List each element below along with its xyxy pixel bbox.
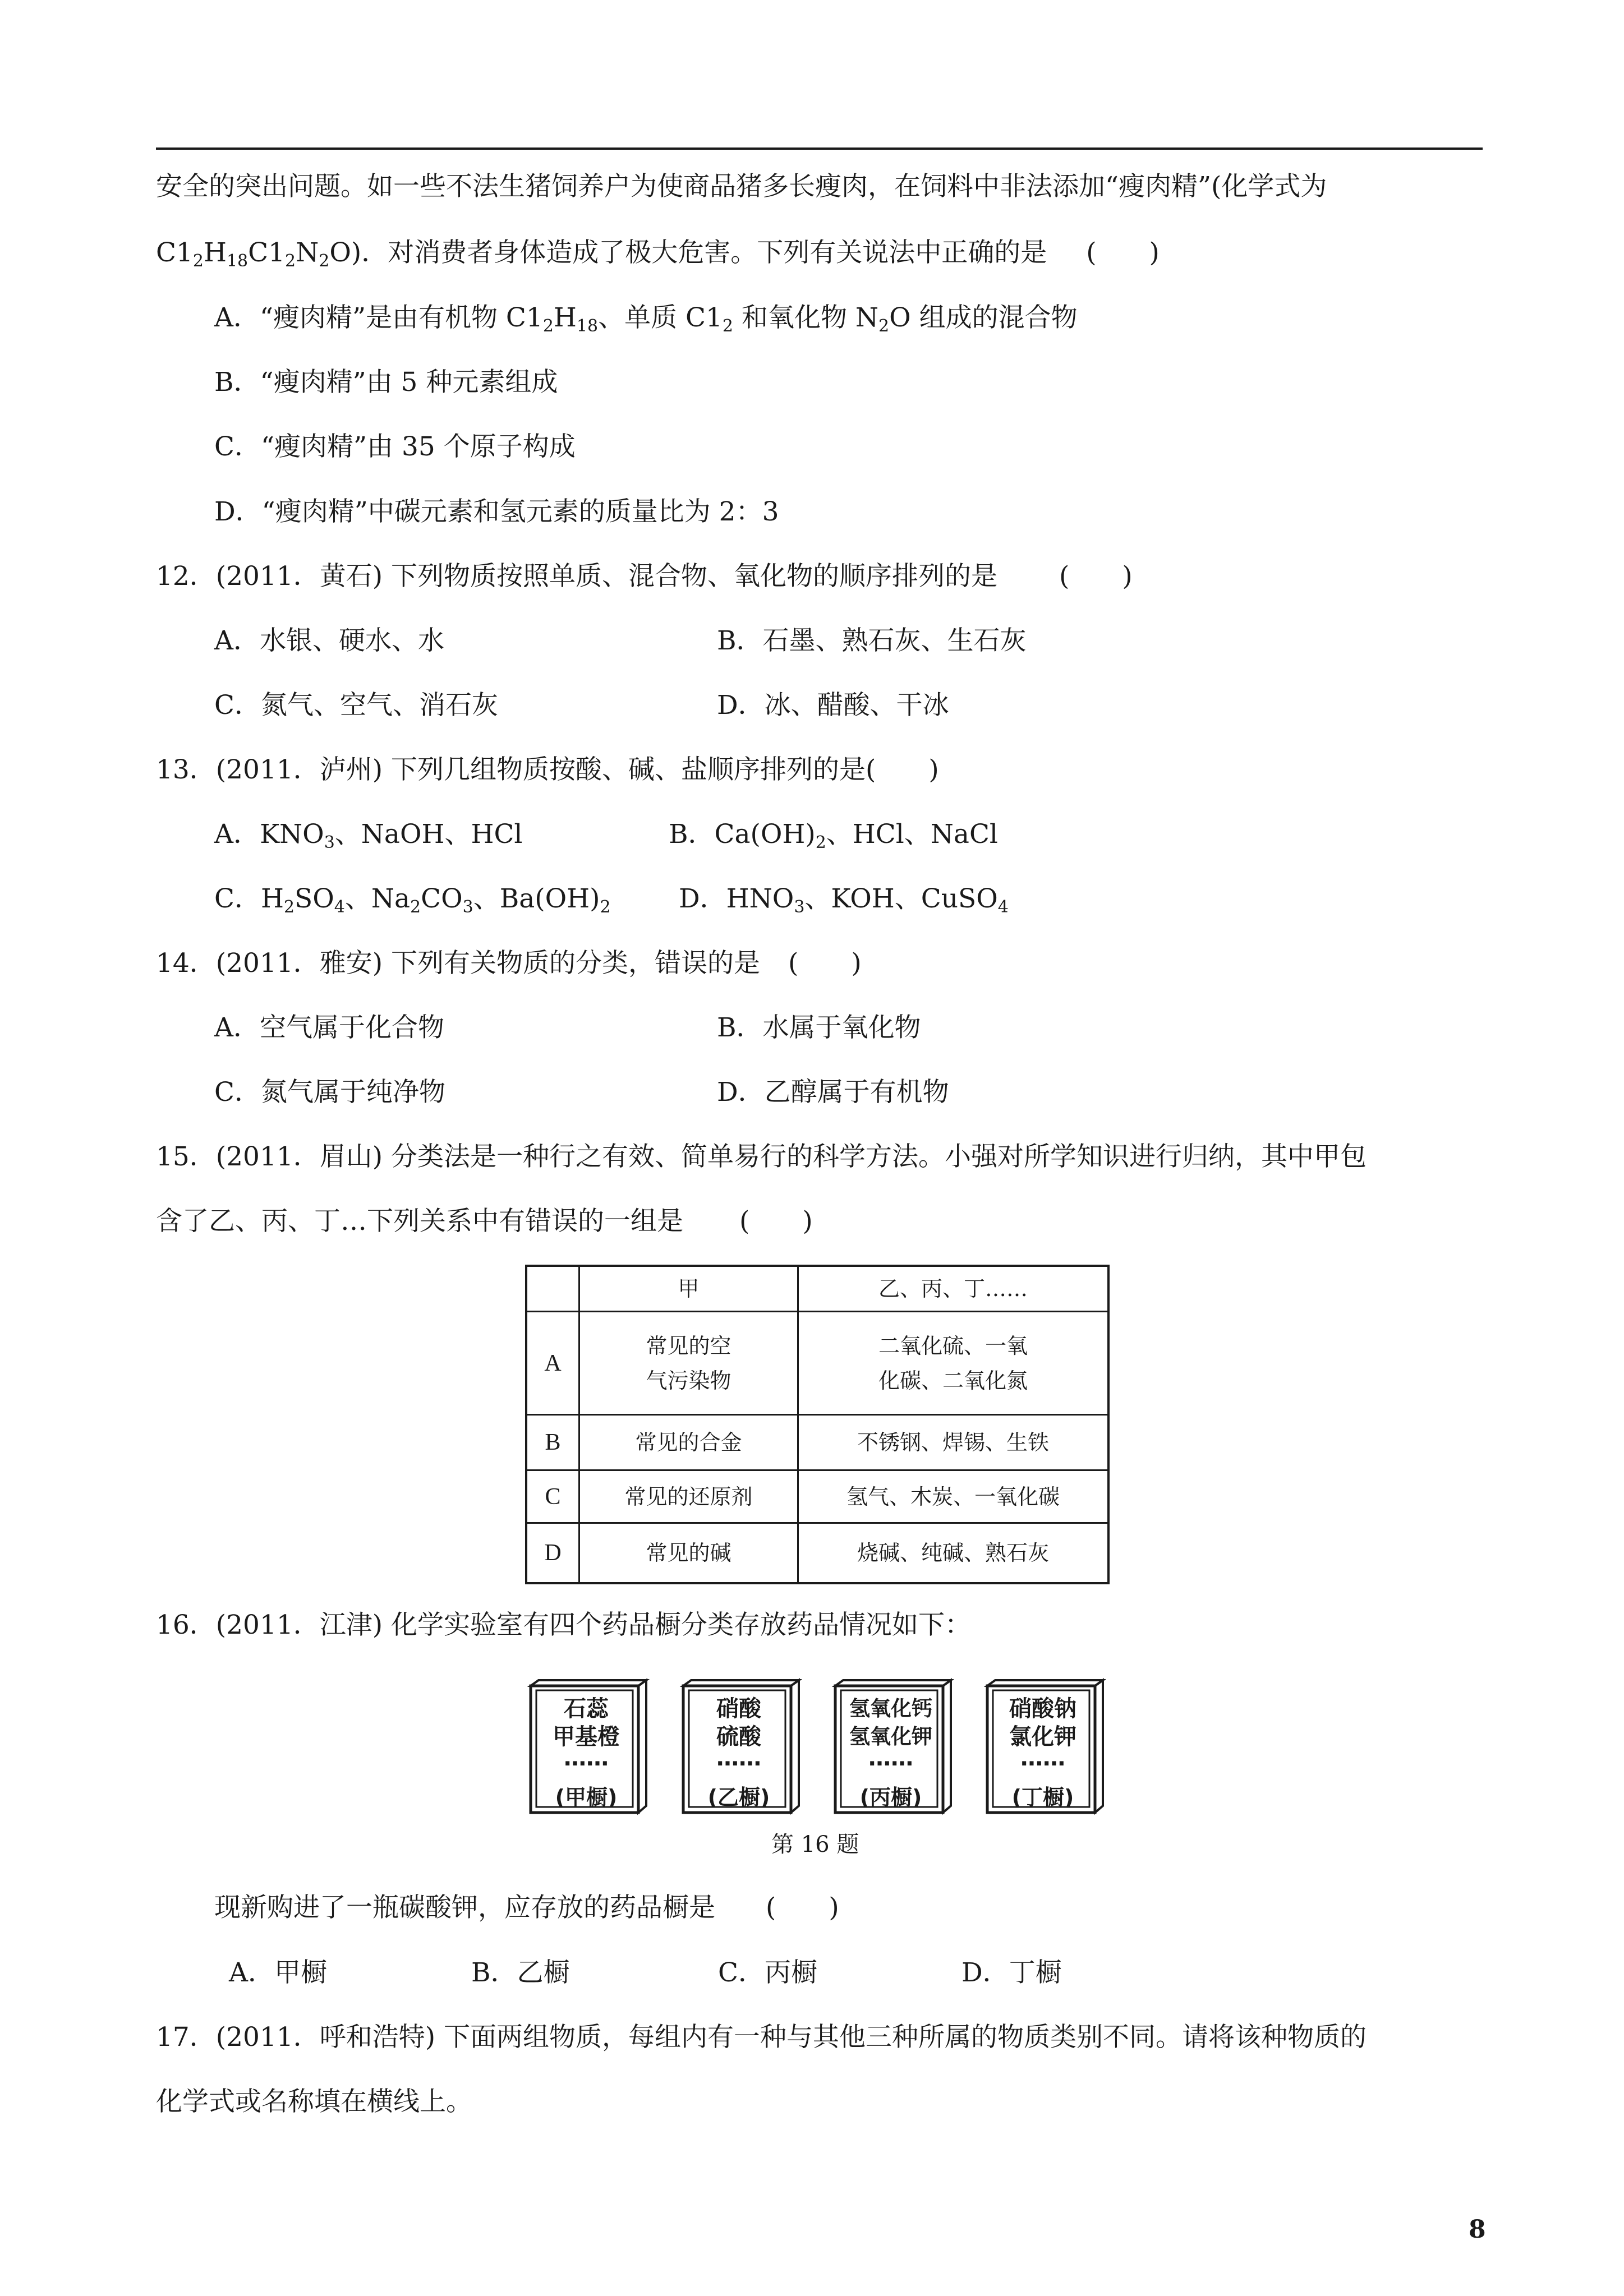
answer-paren: ( ) [766,1892,839,1923]
cabinet-line2: 氯化钾 [1009,1724,1076,1750]
q12-stem: 12．(2011．黄石) 下列物质按照单质、混合物、氧化物的顺序排列的是 ( ) [156,561,1133,592]
q16-option-a: A．甲橱 [229,1957,327,1988]
q14-option-a: A．空气属于化合物 [214,1012,444,1043]
table-row-label: D [544,1540,562,1566]
q12-option-b: B．石墨、熟石灰、生石灰 [717,625,1027,656]
table-cell-jia: 常见的还原剂 [624,1484,753,1509]
table-cell-jia: 常见的碱 [646,1541,732,1565]
cabinet-yi [679,1678,802,1815]
cabinet-dots: …… [868,1745,913,1771]
q13-option-d: D．$HNO_3$、KOH、CuSO$_4$ [679,883,1009,917]
table-row-label: A [544,1350,562,1376]
cabinet-name: (乙橱) [707,1785,770,1810]
cabinet-line2: 甲基橙 [553,1724,620,1750]
q13-stem: 13．(2011．泸州) 下列几组物质按酸、碱、盐顺序排列的是( ) [156,754,939,785]
q14-option-c: C．氮气属于纯净物 [214,1077,445,1108]
cabinet-line1: 石蕊 [564,1696,609,1722]
answer-paren: ( ) [788,948,862,979]
q17-stem-line1: 17．(2011．呼和浩特) 下面两组物质，每组内有一种与其他三种所属的物质类别不同。请将该种物质的 [156,2022,1367,2053]
classification-table [525,1265,1110,1584]
q11-option-c: C．“瘦肉精”由 35 个原子构成 [214,431,576,462]
page-number: 8 [1469,2215,1486,2244]
table-cell-yi: 烧碱、纯碱、熟石灰 [857,1541,1049,1565]
cabinet-bing [831,1678,954,1815]
table-header-yi: 乙、丙、丁…… [878,1276,1028,1301]
q12-option-a: A．水银、硬水、水 [214,625,444,656]
q13-option-c: C．$H_2SO_4$、$Na_2CO_3$、$Ba(OH)_2$ [214,883,611,917]
cabinet-line2: 氢氧化钾 [849,1725,932,1749]
figure-caption: 第 16 题 [771,1832,859,1857]
q11-option-a: A．“瘦肉精”是由有机物 $C1_2H_{18}$、单质 $C1_2$ 和氧化物 $N_2O$ 组成的混合物 [214,302,1078,336]
q11-option-b: B．“瘦肉精”由 5 种元素组成 [214,367,558,398]
cabinet-name: (甲橱) [555,1785,618,1810]
q16-stem: 16．(2011．江津) 化学实验室有四个药品橱分类存放药品情况如下： [156,1610,972,1640]
cabinet-name: (丙橱) [859,1785,922,1810]
header-rule [156,147,1483,150]
cabinet-dots: …… [716,1745,761,1771]
cabinet-ding [983,1678,1106,1815]
q16-option-c: C．丙橱 [718,1957,817,1988]
q15-stem-line1: 15．(2011．眉山) 分类法是一种行之有效、简单易行的科学方法。小强对所学知识进行归纳，其中甲包 [156,1141,1367,1172]
q14-option-d: D．乙醇属于有机物 [717,1077,949,1108]
answer-paren: ( ) [739,1206,813,1237]
cabinet-line1: 硝酸钠 [1009,1696,1076,1722]
q16-option-b: B．乙橱 [471,1957,570,1988]
q13-option-a: A．$KNO_3$、NaOH、HCl [214,819,523,852]
table-cell-yi: 氢气、木炭、一氧化碳 [846,1484,1060,1509]
cabinet-line1: 硝酸 [716,1696,761,1722]
cabinet-line2: 硫酸 [716,1724,761,1750]
q11-stem-line2: $C1_2H_{18}C1_2N_2O$)．对消费者身体造成了极大危害。下列有关说法中正确的是 ( ) [156,237,1160,271]
q11-option-d: D．“瘦肉精”中碳元素和氢元素的质量比为 2：3 [214,496,779,527]
table-cell-jia: 常见的空 气污染物 [646,1333,732,1393]
q12-option-d: D．冰、醋酸、干冰 [717,690,949,721]
table-cell-yi: 二氧化硫、一氧 化碳、二氧化氮 [878,1333,1028,1393]
q16-option-d: D．丁橱 [961,1957,1062,1988]
table-header-jia: 甲 [678,1276,700,1301]
table-row-label: B [545,1430,561,1455]
cabinet-dots: …… [564,1745,609,1771]
table-cell-jia: 常见的合金 [635,1430,742,1455]
q11-stem-line1: 安全的突出问题。如一些不法生猪饲养户为使商品猪多长瘦肉，在饲料中非法添加“瘦肉精”(化学式为 [156,171,1327,202]
q14-option-b: B．水属于氧化物 [717,1012,921,1043]
q17-stem-line2: 化学式或名称填在横线上。 [156,2086,472,2117]
table-row-label: C [545,1483,561,1510]
cabinet-name: (丁橱) [1011,1785,1074,1810]
answer-paren: ( ) [1059,561,1133,592]
q15-stem-line2: 含了乙、丙、丁…下列关系中有错误的一组是 ( ) [156,1206,813,1237]
q13-option-b: B．$Ca(OH)_2$、HCl、NaCl [669,819,998,852]
cabinet-jia [526,1678,650,1815]
q14-stem: 14．(2011．雅安) 下列有关物质的分类，错误的是 ( ) [156,948,862,979]
q12-option-c: C．氮气、空气、消石灰 [214,690,498,721]
cabinet-dots: …… [1020,1745,1065,1771]
cabinet-line1: 氢氧化钙 [849,1696,932,1721]
answer-paren: ( ) [1086,237,1160,268]
q16-question: 现新购进了一瓶碳酸钾，应存放的药品橱是 ( ) [214,1892,839,1923]
table-cell-yi: 不锈钢、焊锡、生铁 [857,1430,1049,1455]
